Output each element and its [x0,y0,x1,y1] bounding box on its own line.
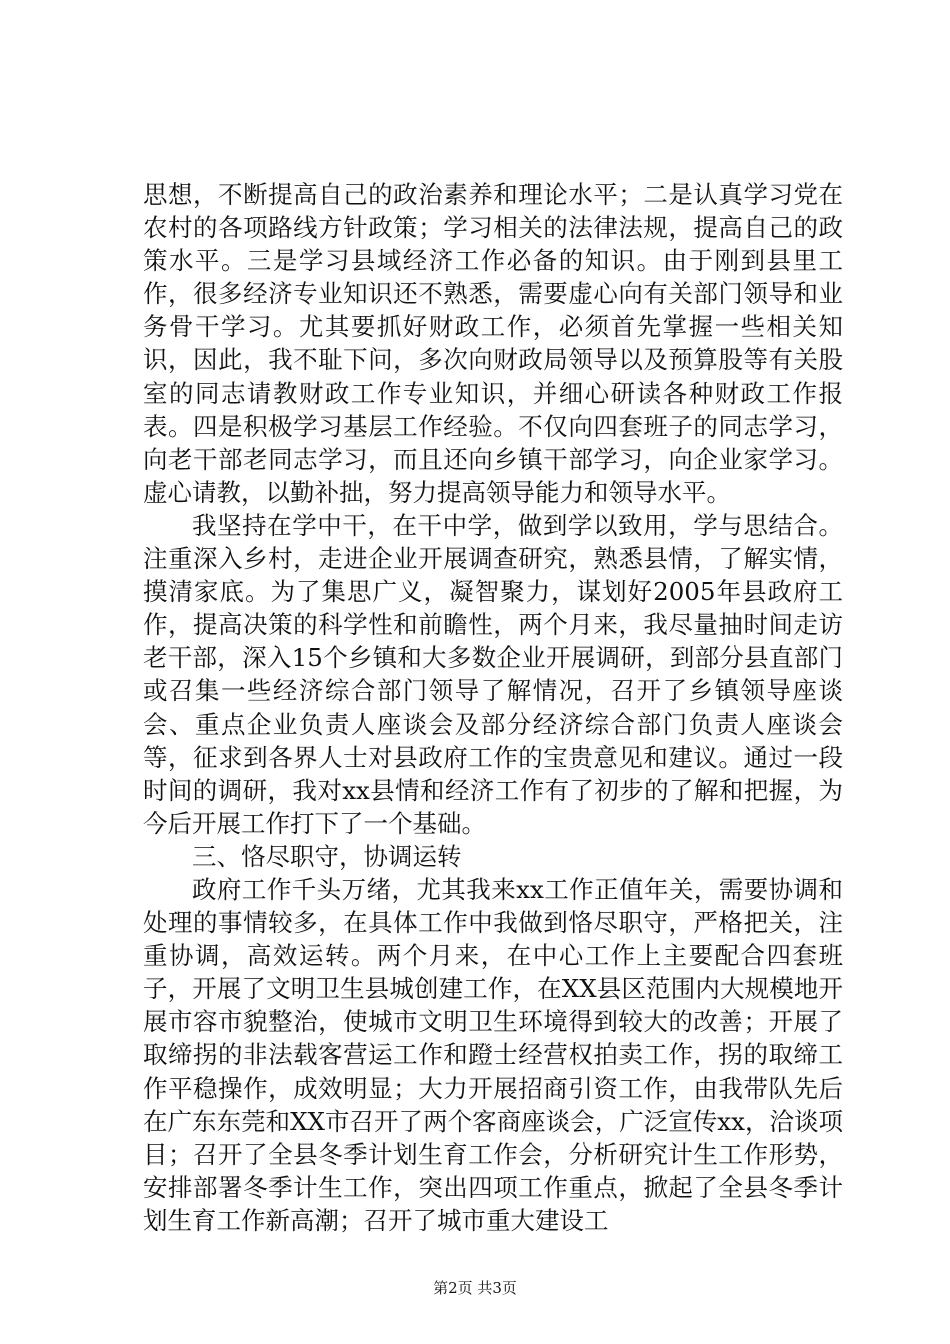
section-heading-duty: 三、恪尽职守，协调运转 [192,841,462,871]
paragraph-research: 我坚持在学中干，在干中学，做到学以致用，学与思结合。注重深入乡村，走进企业开展调查研究，熟悉县情，了解实情，摸清家底。为了集思广义，凝智聚力，谋划好2005年县政府工作，提高决策的科学性和前瞻性，两个月来，我尽量抽时间走访老干部，深入15个乡镇和大多数企业开展调研，到部分县直部门或召集一些经济综合部门领导了解情况，召开了乡镇领导座谈会、重点企业负责人座谈会及部分经济综合部门负责人座谈会等，征求到各界人士对县政府工作的宝贵意见和建议。通过一段时间的调研，我对xx县情和经济工作有了初步的了解和把握，为今后开展工作打下了一个基础。 [143,510,843,838]
paragraph-study-continued: 思想，不断提高自己的政治素养和理论水平；二是认真学习党在农村的各项路线方针政策；学习相关的法律法规，提高自己的政策水平。三是学习县域经济工作必备的知识。由于刚到县里工作，很多经济专业知识还不熟悉，需要虚心向有关部门领导和业务骨干学习。尤其要抓好财政工作，必须首先掌握一些相关知识，因此，我不耻下问，多次向财政局领导以及预算股等有关股室的同志请教财政工作专业知识，并细心研读各种财政工作报表。四是积极学习基层工作经验。不仅向四套班子的同志学习，向老干部老同志学习，而且还向乡镇干部学习，向企业家学习。虚心请教，以勤补拙，努力提高领导能力和领导水平。 [143,180,843,507]
document-body [143,178,843,1237]
paragraph-government-work: 政府工作千头万绪，尤其我来xx工作正值年关，需要协调和处理的事情较多，在具体工作中我做到恪尽职守，严格把关，注重协调，高效运转。两个月来，在中心工作上主要配合四套班子，开展了文明卫生县城创建工作，在XX县区范围内大规模地开展市容市貌整治，使城市文明卫生环境得到较大的改善；开展了取缔拐的非法载客营运工作和蹬士经营权拍卖工作，拐的取缔工作平稳操作，成效明显；大力开展招商引资工作，由我带队先后在广东东莞和XX市召开了两个客商座谈会，广泛宣传xx，洽谈项目；召开了全县冬季计划生育工作会，分析研究计生工作形势，安排部署冬季计生工作，突出四项工作重点，掀起了全县冬季计划生育工作新高潮；召开了城市重大建设工 [143,874,843,1235]
page-number-footer: 第2页 共3页 [433,1279,517,1297]
